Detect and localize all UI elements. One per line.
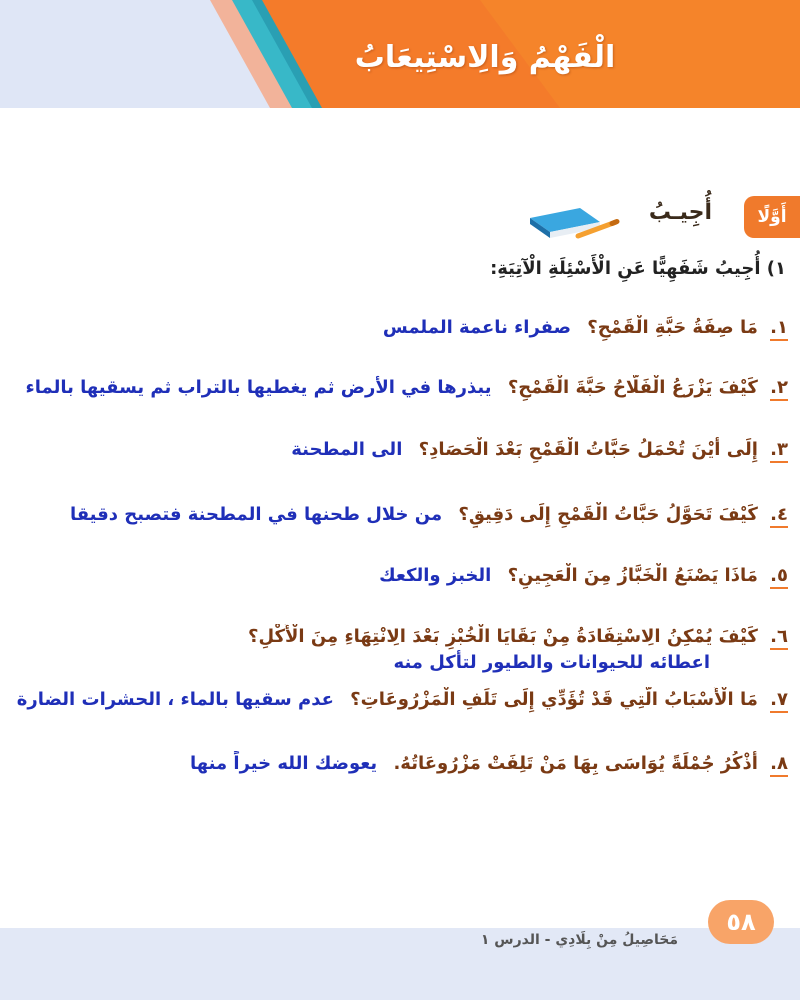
- footer-lesson-title: مَحَاصِيلُ مِنْ بِلَادِي - الدرس ١: [480, 932, 678, 948]
- question-4: [6, 502, 788, 528]
- answer-text: من خلال طحنها في المطحنة فتصبح دقيقا: [69, 504, 443, 525]
- section-badge: أَوَّلًا: [744, 196, 800, 238]
- question-number: ٤.: [770, 504, 788, 528]
- question-number: ٣.: [770, 439, 788, 463]
- instruction-text: ١) أُجِيبُ شَفَهِيًّا عَنِ الْأَسْئِلَةِ الْآتِيَةِ:: [490, 258, 786, 279]
- question-text: أَذْكُرُ جُمْلَةً يُوَاسَى بِهَا مَنْ تَلِفَتْ مَزْرُوعَاتُهُ.: [393, 753, 758, 774]
- answer-text-question-6: اعطائه للحيوانات والطيور لتأكل منه: [393, 652, 710, 673]
- question-text: كَيْفَ يَزْرَعُ الْفَلَّاحُ حَبَّةَ الْقَمْحِ؟: [507, 377, 758, 398]
- question-number: ١.: [770, 317, 788, 341]
- answer-text: عدم سقيها بالماء ، الحشرات الضارة: [16, 689, 334, 710]
- question-6: [6, 624, 788, 650]
- question-number: ٦.: [770, 626, 788, 650]
- header-title: الْفَهْمُ وَالِاسْتِيعَابُ: [354, 40, 616, 75]
- question-number: ٥.: [770, 565, 788, 589]
- question-text: كَيْفَ تَحَوَّلُ حَبَّاتُ الْقَمْحِ إِلَى دَقِيقٍ؟: [458, 504, 758, 525]
- question-8: [6, 751, 788, 777]
- question-text: مَا الْأَسْبَابُ الَّتِي قَدْ تُؤَدِّي إِلَى تَلَفِ الْمَزْرُوعَاتِ؟: [350, 689, 758, 710]
- page-header: [0, 0, 800, 108]
- question-number: ٧.: [770, 689, 788, 713]
- question-text: كَيْفَ يُمْكِنُ الِاسْتِفَادَةُ مِنْ بَقَايَا الْخُبْزِ بَعْدَ الِانْتِهَاءِ مِنَ الْأَكْلِ؟: [248, 626, 758, 647]
- answer-text: يبذرها في الأرض ثم يغطيها بالتراب ثم يسقيها بالماء: [25, 377, 492, 398]
- answer-text: صفراء ناعمة الملمس: [382, 317, 572, 338]
- question-number: ٢.: [770, 377, 788, 401]
- section-title: أُجِيـبُ: [648, 200, 712, 225]
- footer-band: [0, 928, 800, 1000]
- question-text: إِلَى أَيْنَ تُحْمَلُ حَبَّاتُ الْقَمْحِ بَعْدَ الْحَصَادِ؟: [418, 439, 758, 460]
- question-3: [6, 437, 788, 463]
- question-7: [6, 687, 788, 713]
- question-text: مَا صِفَةُ حَبَّةِ الْقَمْحِ؟: [587, 317, 758, 338]
- question-text: مَاذَا يَصْنَعُ الْخَبَّازُ مِنَ الْعَجِينِ؟: [507, 565, 758, 586]
- answer-text: الخبز والكعك: [379, 565, 492, 586]
- question-5: [6, 563, 788, 589]
- question-1: [6, 315, 788, 341]
- page-number: ٥٨: [708, 900, 774, 944]
- book-with-pencil-icon: [520, 200, 620, 242]
- question-number: ٨.: [770, 753, 788, 777]
- question-2: [6, 375, 788, 401]
- answer-text: يعوضك الله خيراً منها: [190, 753, 378, 774]
- answer-text: الى المطحنة: [291, 439, 403, 460]
